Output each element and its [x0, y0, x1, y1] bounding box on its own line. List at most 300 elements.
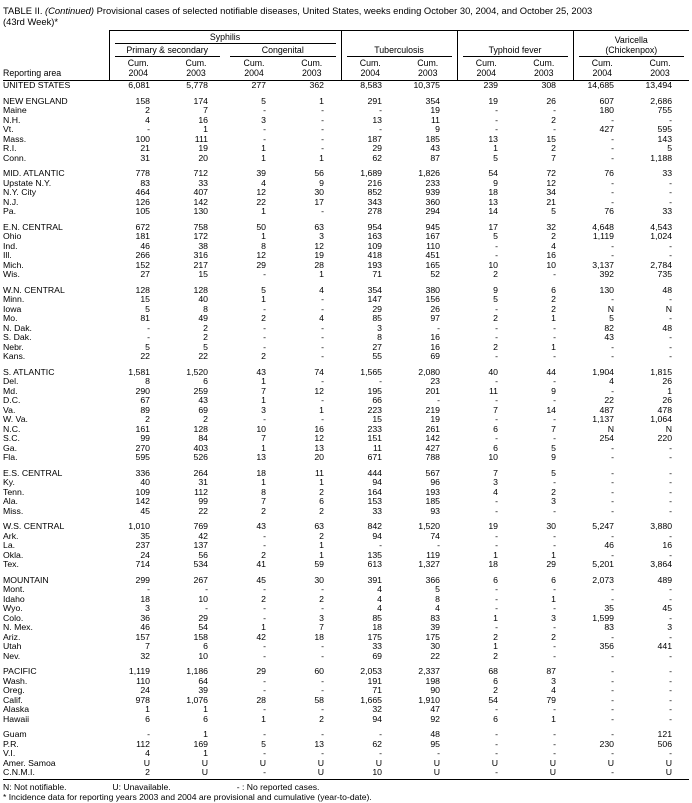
value-cell: 1 [493, 549, 499, 560]
value-cell: - [321, 294, 324, 304]
value-cell: 19 [430, 105, 441, 115]
table-row [3, 478, 689, 488]
value-cell: - [147, 332, 150, 342]
value-cell: 67 [140, 395, 150, 405]
value-cell: 81 [140, 313, 150, 323]
value-cell: 89 [140, 404, 150, 415]
value-cell: 32 [372, 704, 382, 714]
table-row [3, 144, 689, 154]
value-cell: - [263, 729, 266, 739]
value-cell: 112 [136, 738, 150, 749]
value-cell: 1,910 [418, 694, 441, 705]
value-cell: 30 [430, 641, 441, 651]
value-cell: 14 [546, 404, 557, 415]
footnote-provisional-note: * Incidence data for reporting years 2003 and 2004 are provisional and cumulative (year-to-date). [3, 792, 372, 802]
value-cell: - [263, 322, 266, 333]
table-row [3, 377, 689, 387]
value-cell: - [437, 395, 441, 405]
value-cell: 7 [261, 496, 266, 506]
value-cell: - [553, 603, 557, 613]
reporting-area-cell: Wyo. [3, 604, 23, 613]
value-cell: 354 [367, 284, 382, 295]
value-cell: 31 [140, 152, 150, 163]
varicella-label-line1: Varicella [614, 35, 648, 45]
table-row [3, 242, 689, 252]
value-cell: 41 [256, 559, 266, 569]
value-cell: 49 [198, 313, 208, 323]
table-row [3, 387, 689, 397]
column-header-cum: Cum. 2004 [225, 57, 283, 81]
reporting-area-cell: Ky. [3, 478, 15, 487]
value-cell: 294 [425, 206, 441, 216]
value-cell: 4 [435, 603, 441, 613]
value-cell: 290 [135, 385, 150, 396]
value-cell: 4 [377, 603, 382, 613]
value-cell: 44 [546, 366, 557, 377]
value-cell: 69 [198, 404, 208, 415]
value-cell: - [611, 442, 615, 453]
table-body [3, 81, 689, 780]
table-row [3, 560, 689, 570]
value-cell: - [611, 685, 615, 695]
table-row [3, 740, 689, 750]
value-cell: 119 [426, 549, 441, 560]
reporting-area-cell: Maine [3, 106, 27, 115]
value-cell: - [495, 738, 499, 749]
reporting-area-cell: Mich. [3, 260, 24, 270]
value-cell: 7 [551, 152, 557, 163]
value-cell: 14,685 [587, 80, 615, 90]
table-row [3, 305, 689, 315]
value-cell: 3 [551, 496, 557, 506]
value-cell: - [495, 748, 499, 758]
value-cell: 4 [319, 313, 324, 323]
value-cell: 11 [314, 467, 324, 478]
value-cell: 4,648 [592, 221, 615, 232]
reporting-area-cell: P.R. [3, 739, 19, 749]
value-cell: 216 [367, 177, 382, 188]
value-cell: 254 [599, 433, 615, 443]
value-cell: - [669, 666, 673, 676]
value-cell: 2 [551, 631, 557, 642]
value-cell: - [669, 177, 673, 188]
value-cell: 147 [367, 294, 382, 304]
value-cell: - [495, 540, 499, 550]
value-cell: 96 [430, 477, 441, 487]
table-row [3, 614, 689, 624]
column-header-cum: Cum. 2003 [399, 57, 457, 81]
reporting-area-cell: S.C. [3, 434, 20, 443]
value-cell: 9 [493, 284, 499, 295]
value-cell: 1,119 [128, 666, 150, 676]
reporting-area-cell: Wis. [3, 270, 20, 279]
value-cell: 2 [551, 114, 557, 125]
value-cell: 87 [546, 666, 557, 676]
reporting-area-cell: S. ATLANTIC [3, 367, 55, 377]
column-header-cum: Cum. 2004 [109, 57, 167, 81]
value-cell: - [147, 124, 150, 134]
value-cell: 1,024 [650, 231, 673, 241]
value-cell: - [321, 376, 324, 386]
value-cell: 567 [425, 467, 441, 478]
group-header-varicella [573, 31, 689, 58]
value-cell: 5,778 [186, 80, 208, 90]
table-row [3, 642, 689, 652]
value-cell: - [437, 540, 441, 550]
value-cell: 3,137 [592, 259, 615, 270]
reporting-area-cell: UNITED STATES [3, 80, 71, 90]
value-cell: 5,247 [592, 521, 615, 531]
value-cell: 10 [488, 452, 499, 462]
value-cell: - [495, 105, 499, 115]
value-cell: 7 [261, 385, 266, 396]
value-cell: 6 [493, 713, 499, 724]
table-row [3, 595, 689, 605]
value-cell: 105 [135, 206, 150, 216]
value-cell: 3 [667, 622, 673, 632]
value-cell: - [611, 729, 615, 739]
value-cell: U [607, 757, 615, 768]
value-cell: 5 [551, 442, 557, 453]
value-cell: 4 [261, 177, 266, 188]
value-cell: 175 [425, 631, 441, 642]
value-cell: - [263, 414, 266, 424]
value-cell: 109 [367, 240, 382, 251]
value-cell: - [611, 196, 615, 207]
value-cell: - [611, 549, 615, 560]
value-cell: 1 [319, 152, 324, 163]
value-cell: 94 [372, 713, 382, 724]
value-cell: 1,076 [186, 694, 208, 705]
value-cell: 74 [430, 530, 441, 541]
value-cell: 12 [256, 250, 266, 260]
value-cell: - [669, 685, 673, 695]
value-cell: - [321, 206, 324, 216]
value-cell: 50 [256, 221, 266, 232]
value-cell: 152 [135, 259, 150, 270]
value-cell: - [263, 530, 266, 541]
value-cell: U [375, 757, 382, 768]
value-cell: 64 [198, 675, 208, 686]
value-cell: - [321, 114, 324, 125]
reporting-area-cell: Okla. [3, 550, 24, 560]
value-cell: 84 [198, 433, 208, 443]
value-cell: 4 [551, 685, 557, 695]
table-row [3, 633, 689, 643]
table-row [3, 749, 689, 759]
value-cell: 278 [367, 206, 382, 216]
value-cell: 5 [609, 313, 615, 323]
value-cell: 10 [198, 593, 208, 604]
value-cell: 2 [203, 414, 208, 424]
value-cell: 6 [493, 675, 499, 686]
table-row [3, 251, 689, 261]
value-cell: - [321, 395, 324, 405]
value-cell: 11 [430, 114, 441, 125]
value-cell: 58 [314, 694, 324, 705]
reporting-area-cell: D.C. [3, 396, 21, 405]
value-cell: 185 [425, 496, 441, 506]
table-row [3, 604, 689, 614]
reporting-area-cell: Iowa [3, 304, 22, 314]
value-cell: - [553, 351, 557, 361]
value-cell: - [263, 124, 266, 134]
value-cell: 1 [551, 341, 557, 352]
value-cell: 1,581 [128, 366, 150, 377]
value-cell: 59 [314, 559, 324, 569]
value-cell: 8 [435, 593, 441, 604]
value-cell: - [669, 505, 673, 516]
value-cell: - [553, 433, 557, 443]
value-cell: 1,137 [592, 414, 615, 424]
value-cell: - [205, 584, 208, 594]
value-cell: 24 [140, 685, 150, 695]
table-row [3, 507, 689, 517]
reporting-area-cell: W.N. CENTRAL [3, 285, 65, 295]
value-cell: 13 [488, 133, 499, 144]
value-cell: 1,186 [186, 666, 208, 676]
value-cell: 8 [261, 486, 266, 497]
table-row [3, 677, 689, 687]
value-cell: 1 [261, 152, 266, 163]
reporting-area-cell: Calif. [3, 695, 23, 705]
value-cell: 13 [372, 114, 382, 125]
value-cell: 15 [372, 414, 382, 424]
value-cell: - [611, 250, 615, 260]
reporting-area-cell: Oreg. [3, 686, 25, 695]
table-row [3, 125, 689, 135]
value-cell: 185 [425, 133, 441, 144]
value-cell: 17 [488, 221, 499, 232]
value-cell: 261 [425, 423, 441, 434]
value-cell: - [263, 332, 266, 342]
reporting-area-cell: Idaho [3, 594, 25, 604]
value-cell: - [553, 376, 557, 386]
value-cell: - [321, 603, 324, 613]
value-cell: 43 [604, 332, 615, 342]
value-cell: 489 [657, 574, 673, 585]
reporting-area-cell: Ark. [3, 531, 19, 541]
value-cell: 464 [135, 187, 150, 197]
value-cell: - [495, 250, 499, 260]
value-cell: 1 [261, 477, 266, 487]
column-header-cum: Cum. 2004 [341, 57, 399, 81]
value-cell: 43 [256, 366, 266, 377]
value-cell: 1 [203, 748, 208, 758]
value-cell: - [379, 540, 382, 550]
value-cell: - [321, 351, 324, 361]
value-cell: 12 [314, 385, 324, 396]
value-cell: 22 [140, 351, 150, 361]
value-cell: - [263, 685, 266, 695]
value-cell: - [669, 584, 673, 594]
value-cell: 3 [319, 612, 324, 623]
value-cell: 842 [367, 521, 382, 531]
value-cell: 10 [198, 650, 208, 661]
value-cell: 110 [136, 675, 150, 686]
value-cell: 291 [367, 95, 382, 106]
value-cell: 19 [314, 250, 324, 260]
value-cell: 19 [488, 521, 499, 531]
value-cell: - [553, 395, 557, 405]
table-row [3, 541, 689, 551]
value-cell: 7 [551, 423, 557, 434]
value-cell: 6,081 [128, 80, 150, 90]
value-cell: 21 [546, 196, 557, 207]
value-cell: 2 [261, 549, 266, 560]
value-cell: 85 [372, 313, 382, 323]
value-cell: - [495, 603, 499, 613]
value-cell: 43 [256, 521, 266, 531]
value-cell: 142 [193, 196, 208, 207]
value-cell: - [495, 351, 499, 361]
value-cell: - [495, 729, 499, 739]
title-line-2: (43rd Week)* [3, 16, 59, 27]
value-cell: 193 [367, 259, 382, 270]
value-cell: U [491, 757, 499, 768]
value-cell: 29 [546, 559, 557, 569]
table-row [3, 497, 689, 507]
value-cell: 2,686 [650, 95, 673, 106]
reporting-area-cell: Utah [3, 642, 22, 651]
value-cell: 9 [435, 124, 441, 134]
value-cell: 28 [314, 259, 324, 270]
value-cell: 56 [314, 168, 324, 178]
value-cell: 16 [662, 540, 673, 550]
value-cell: - [321, 105, 324, 115]
reporting-area-cell: Miss. [3, 506, 24, 516]
value-cell: 1,119 [592, 231, 615, 241]
value-cell: U [433, 757, 441, 768]
reporting-area-cell: V.I. [3, 749, 16, 758]
value-cell: 35 [604, 603, 615, 613]
value-cell: - [495, 593, 499, 604]
value-cell: 82 [604, 322, 615, 333]
value-cell: 128 [193, 284, 208, 295]
value-cell: 755 [657, 105, 673, 115]
reporting-area-cell: Alaska [3, 705, 30, 714]
value-cell: - [321, 414, 324, 424]
value-cell: 48 [662, 284, 673, 295]
table-row [3, 396, 689, 406]
value-cell: 169 [193, 738, 208, 749]
value-cell: 714 [135, 559, 150, 569]
value-cell: - [611, 584, 615, 594]
value-cell: 12 [256, 187, 266, 197]
table-row [3, 425, 689, 435]
value-cell: 354 [425, 95, 441, 106]
table-header [3, 31, 689, 81]
value-cell: 193 [425, 486, 441, 497]
value-cell: - [611, 133, 615, 144]
value-cell: 83 [604, 622, 615, 632]
table-row [3, 522, 689, 532]
value-cell: - [321, 650, 324, 661]
value-cell: 5 [493, 231, 499, 241]
value-cell: 2 [493, 341, 499, 352]
value-cell: 19 [198, 143, 208, 153]
value-cell: 87 [430, 152, 441, 163]
value-cell: 427 [599, 124, 615, 134]
value-cell: 3 [319, 231, 324, 241]
value-cell: - [321, 133, 324, 144]
value-cell: - [321, 124, 324, 134]
value-cell: - [611, 143, 615, 153]
value-cell: 2 [493, 313, 499, 323]
value-cell: 24 [140, 549, 150, 560]
value-cell: 167 [425, 231, 441, 241]
legend-line [3, 782, 689, 793]
value-cell: 22 [604, 395, 615, 405]
value-cell: - [321, 303, 324, 314]
value-cell: 90 [430, 685, 441, 695]
value-cell: 2 [145, 105, 150, 115]
value-cell: 18 [488, 187, 499, 197]
value-cell: 267 [193, 574, 208, 585]
table-row [3, 81, 689, 91]
value-cell: 366 [425, 574, 441, 585]
table-row [3, 759, 689, 769]
value-cell: 13,494 [645, 80, 673, 90]
value-cell: - [669, 748, 673, 758]
value-cell: 174 [193, 95, 208, 106]
value-cell: 3,864 [650, 559, 673, 569]
value-cell: 712 [193, 168, 208, 178]
value-cell: - [611, 675, 615, 686]
value-cell: - [669, 477, 673, 487]
value-cell: 164 [367, 486, 382, 497]
value-cell: 7 [145, 641, 150, 651]
value-cell: - [379, 124, 382, 134]
value-cell: - [611, 240, 615, 251]
value-cell: - [321, 729, 324, 739]
table-row [3, 97, 689, 107]
subgroup-label-congenital: Congenital [230, 45, 336, 57]
table-row [3, 286, 689, 296]
value-cell: - [495, 414, 499, 424]
value-cell: 85 [372, 612, 382, 623]
reporting-area-cell: Hawaii [3, 714, 30, 724]
value-cell: - [553, 269, 557, 279]
value-cell: - [379, 729, 382, 739]
value-cell: - [669, 341, 673, 352]
table-row [3, 415, 689, 425]
value-cell: 10 [256, 423, 266, 434]
value-cell: - [669, 650, 673, 661]
value-cell: 1,327 [418, 559, 441, 569]
value-cell: - [553, 322, 557, 333]
value-cell: 6 [145, 713, 150, 724]
value-cell: 2,073 [592, 574, 615, 585]
reporting-area-cell: Minn. [3, 295, 25, 304]
reporting-area-cell: Wash. [3, 676, 28, 686]
reporting-area-cell: Pa. [3, 207, 17, 216]
value-cell: 2 [493, 650, 499, 661]
value-cell: 5 [667, 143, 673, 153]
value-cell: 93 [430, 505, 441, 516]
value-cell: 26 [430, 303, 441, 314]
value-cell: U [399, 768, 457, 779]
value-cell: 1,689 [360, 168, 382, 178]
value-cell: - [553, 650, 557, 661]
value-cell: 79 [546, 694, 557, 705]
value-cell: 939 [425, 187, 441, 197]
value-cell: 21 [140, 143, 150, 153]
value-cell: 111 [194, 133, 208, 144]
reporting-area-cell: Kans. [3, 352, 26, 361]
value-cell: 441 [657, 641, 673, 651]
value-cell: 11 [488, 385, 499, 396]
